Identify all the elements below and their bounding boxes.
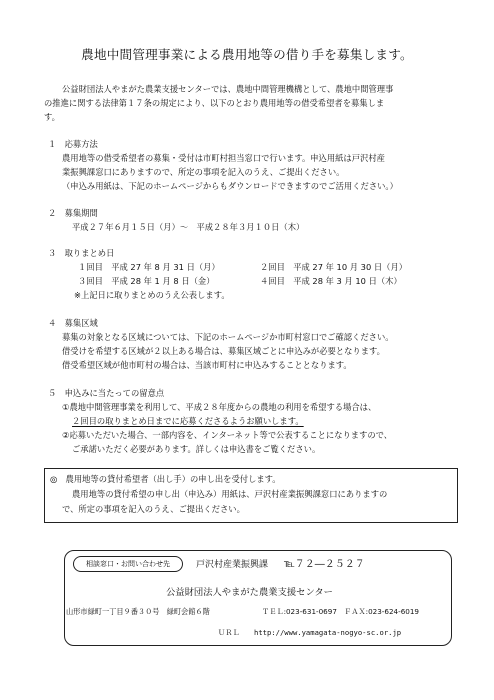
contact-url-link[interactable]: http://www.yamagata-nogyo-sc.or.jp	[254, 628, 402, 637]
section-1-line-2: 業振興課窓口にありますので、所定の事項を記入のうえ、ご提出ください。	[62, 167, 345, 177]
contact-office: 戸沢村産業振興課	[196, 560, 269, 570]
section-4-heading: ４ 募集区域	[48, 318, 98, 328]
round-4: ４回目 平成 28 年 3 月 10 日（木）	[260, 276, 402, 286]
section-5-heading: ５ 申込みに当たっての留意点	[48, 388, 165, 398]
recruitment-period: 平成２７年６月１５日（月）～ 平成２８年３月１０日（木）	[72, 222, 305, 232]
lender-notice-line-1: ◎ 農用地等の貸付希望者（出し手）の申し出を受付します。	[50, 474, 281, 484]
page-title: 農地中間管理事業による農用地等の借り手を募集します。	[81, 47, 413, 62]
contact-office-tel: ℡７２―２５２７	[284, 559, 365, 570]
section-5-line-1: ①農地中間管理事業を利用して、平成２８年度からの農地の利用を希望する場合は、	[62, 402, 377, 412]
round-note: ※上記日に取りまとめのうえ公表します。	[74, 290, 230, 300]
intro-line-3: す。	[44, 112, 60, 122]
lender-notice-line-3: で、所定の事項を記入のうえ、ご提出ください。	[62, 504, 245, 514]
section-5-line-2: ２回目の取りまとめ日までに応募くださるようお願いします。	[72, 416, 304, 426]
section-5-line-3: ②応募いただいた場合、一部内容を、インターネット等で公表することになりますので、	[62, 430, 393, 440]
section-4-line-2: 借受けを希望する区域が２以上ある場合は、募集区域ごとに申込みが必要となります。	[62, 346, 385, 356]
contact-url-label: ＵＲＬ	[218, 628, 240, 637]
section-5-line-4: ご承諾いただく必要があります。詳しくは申込書をご覧ください。	[72, 444, 321, 454]
contact-tel-fax: ＴＥＬ:023-631-0697 ＦＡＸ:023-624-6019	[262, 607, 419, 616]
section-1-line-3: （申込み用紙は、下記のホームページからもダウンロードできますのでご活用ください。）	[62, 181, 398, 191]
lender-notice-line-2: 農用地等の貸付希望の申し出（申込み）用紙は、戸沢村産業振興課窓口にありますの	[72, 489, 388, 499]
round-3: ３回目 平成 28 年 1 月 8 日（金）	[78, 276, 215, 286]
contact-organization: 公益財団法人やまがた農業支援センター	[166, 587, 333, 598]
section-1-heading: １ 応募方法	[48, 139, 98, 149]
section-4-line-1: 募集の対象となる区域については、下記のホームページか市町村窓口でご確認ください。	[62, 332, 394, 342]
intro-line-1: 公益財団法人やまがた農業支援センターでは、農地中間管理機構として、農地中間管理事	[62, 84, 394, 94]
contact-label: 相談窓口・お問い合わせ先	[73, 556, 183, 572]
section-3-heading: ３ 取りまとめ日	[48, 248, 115, 258]
contact-address: 山形市緑町一丁目９番３０号 緑町会館６階	[66, 607, 210, 616]
round-1: １回目 平成 27 年 8 月 31 日（月）	[78, 262, 220, 272]
section-2-heading: ２ 募集期間	[48, 208, 98, 218]
section-4-line-3: 借受希望区域が他市町村の場合は、当該市町村に申込みすることとなります。	[62, 360, 352, 370]
section-1-line-1: 農用地等の借受希望者の募集・受付は市町村担当窓口で行います。申込用紙は戸沢村産	[62, 153, 385, 163]
intro-line-2: の推進に関する法律第１７条の規定により、以下のとおり農用地等の借受希望者を募集しま	[44, 98, 385, 108]
round-2: ２回目 平成 27 年 10 月 30 日（月）	[260, 262, 408, 272]
